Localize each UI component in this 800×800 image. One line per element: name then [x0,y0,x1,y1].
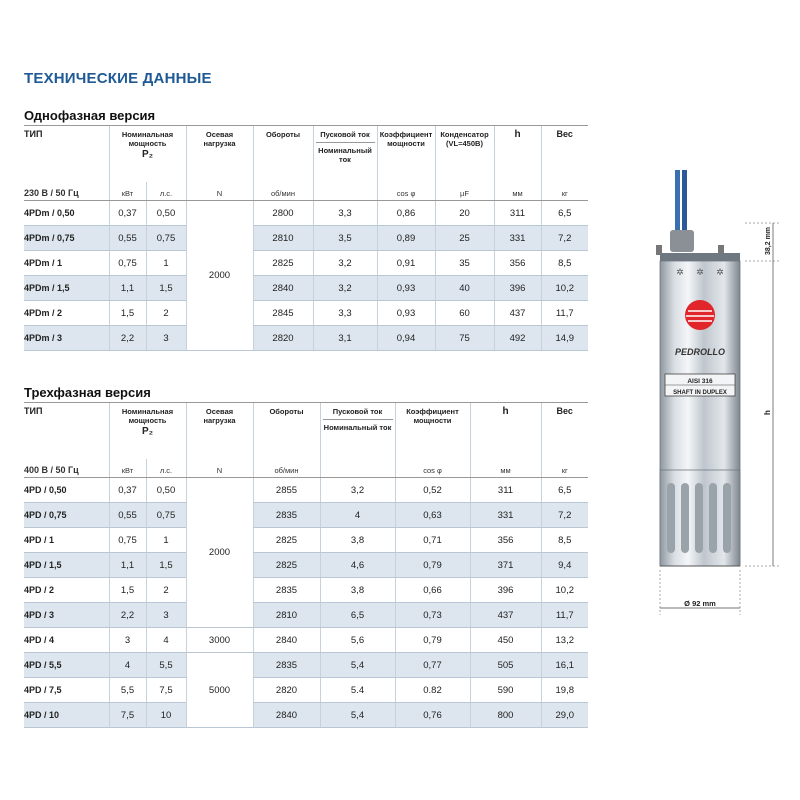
unit-rpm: об/мин [253,459,320,478]
table-row [24,703,588,728]
rpm-cell: 2840 [253,276,313,301]
table-row [24,578,588,603]
hp-cell: 1 [146,251,186,276]
weight-cell: 14,9 [541,326,588,351]
hp-cell: 2 [146,578,186,603]
brand-text: PEDROLLO [674,347,726,357]
rpm-cell: 2840 [253,628,320,653]
unit-cos: cos φ [395,459,470,478]
power-factor-cell: 0,76 [395,703,470,728]
model-cell: 4PDm / 0,50 [24,201,109,226]
unit-uf: µF [435,182,494,201]
kw-cell: 1,5 [109,301,146,326]
height-cell: 331 [470,503,541,528]
weight-cell: 11,7 [541,603,588,628]
rpm-cell: 2820 [253,678,320,703]
unit-rpm: об/мин [253,182,313,201]
axial-load-cell: 3000 [186,628,253,653]
dim-diameter-label: Ø 92 mm [684,599,716,608]
capacitor-cell: 60 [435,301,494,326]
height-cell: 450 [470,628,541,653]
unit-mm: мм [494,182,541,201]
weight-cell: 13,2 [541,628,588,653]
table-row [24,553,588,578]
col-type: ТИП [24,129,43,139]
col-type: ТИП [24,406,43,416]
power-factor-cell: 0,79 [395,553,470,578]
weight-cell: 11,7 [541,301,588,326]
screw-icon: ✲ [696,267,704,277]
capacitor-cell: 25 [435,226,494,251]
col-h: h [470,403,541,459]
model-cell: 4PDm / 2 [24,301,109,326]
pedrollo-logo-icon [685,300,715,330]
start-current-cell: 5,6 [320,628,395,653]
kw-cell: 3 [109,628,146,653]
unit-mm: мм [470,459,541,478]
table-row [24,678,588,703]
model-cell: 4PD / 0,75 [24,503,109,528]
hp-cell: 0,75 [146,226,186,251]
rpm-cell: 2845 [253,301,313,326]
start-current-cell: 3,3 [313,201,377,226]
power-factor-cell: 0,79 [395,628,470,653]
start-current-cell: 3,8 [320,528,395,553]
col-axial: Осевая нагрузка [186,403,253,459]
hp-cell: 1,5 [146,553,186,578]
table-row [24,226,588,251]
start-current-cell: 3,1 [313,326,377,351]
kw-cell: 2,2 [109,603,146,628]
kw-cell: 1,1 [109,553,146,578]
weight-cell: 29,0 [541,703,588,728]
kw-cell: 0,37 [109,478,146,503]
kw-cell: 1,1 [109,276,146,301]
unit-kw: кВт [109,459,146,478]
unit-n: N [186,459,253,478]
hp-cell: 5,5 [146,653,186,678]
model-cell: 4PD / 1 [24,528,109,553]
col-power: Номинальная мощность P₂ [109,126,186,182]
capacitor-cell: 35 [435,251,494,276]
table-row [24,326,588,351]
power-factor-cell: 0,52 [395,478,470,503]
hp-cell: 7,5 [146,678,186,703]
unit-kg: кг [541,182,588,201]
rpm-cell: 2810 [253,226,313,251]
start-current-cell: 4,6 [320,553,395,578]
model-cell: 4PD / 7,5 [24,678,109,703]
kw-cell: 0,75 [109,528,146,553]
col-h: h [494,126,541,182]
weight-cell: 10,2 [541,578,588,603]
weight-cell: 9,4 [541,553,588,578]
model-cell: 4PD / 4 [24,628,109,653]
unit-empty [313,182,377,201]
label-aisi: AISI 316 [687,378,713,385]
hp-cell: 2 [146,301,186,326]
height-cell: 331 [494,226,541,251]
model-cell: 4PD / 2 [24,578,109,603]
height-cell: 396 [470,578,541,603]
three-phase-section [24,385,588,728]
height-cell: 356 [494,251,541,276]
weight-cell: 10,2 [541,276,588,301]
dim-top-label: 38,2 mm [765,226,772,255]
weight-cell: 19,8 [541,678,588,703]
model-cell: 4PDm / 1,5 [24,276,109,301]
capacitor-cell: 75 [435,326,494,351]
height-cell: 311 [470,478,541,503]
power-factor-cell: 0,94 [377,326,435,351]
rpm-cell: 2810 [253,603,320,628]
cable-left [675,170,680,235]
voltage-label: 230 В / 50 Гц [24,182,109,201]
start-current-cell: 4 [320,503,395,528]
hp-cell: 3 [146,603,186,628]
power-factor-cell: 0,91 [377,251,435,276]
kw-cell: 0,75 [109,251,146,276]
height-cell: 492 [494,326,541,351]
hp-cell: 1,5 [146,276,186,301]
start-current-cell: 3,2 [313,251,377,276]
start-current-cell: 3,2 [320,478,395,503]
hp-cell: 3 [146,326,186,351]
table-row [24,251,588,276]
model-cell: 4PD / 0,50 [24,478,109,503]
rpm-cell: 2820 [253,326,313,351]
rpm-cell: 2835 [253,578,320,603]
pump-motor-drawing [620,165,790,635]
height-cell: 590 [470,678,541,703]
col-start-current: Пусковой ток Номинальный ток [313,126,377,182]
power-factor-cell: 0,89 [377,226,435,251]
unit-cos: cos φ [377,182,435,201]
model-cell: 4PD / 5,5 [24,653,109,678]
start-current-cell: 3,2 [313,276,377,301]
capacitor-cell: 40 [435,276,494,301]
start-current-cell: 5,4 [320,703,395,728]
three-phase-table [24,403,588,728]
unit-empty [320,459,395,478]
height-cell: 396 [494,276,541,301]
hp-cell: 4 [146,628,186,653]
weight-cell: 6,5 [541,201,588,226]
unit-kw: кВт [109,182,146,201]
start-current-cell: 6,5 [320,603,395,628]
hp-cell: 10 [146,703,186,728]
kw-cell: 2,2 [109,326,146,351]
col-start-current: Пусковой ток Номинальный ток [320,403,395,459]
kw-cell: 0,55 [109,503,146,528]
height-cell: 437 [494,301,541,326]
power-factor-cell: 0,66 [395,578,470,603]
start-current-cell: 3,3 [313,301,377,326]
axial-load-cell: 2000 [186,201,253,351]
axial-load-cell: 5000 [186,653,253,728]
table-row [24,276,588,301]
power-factor-cell: 0,63 [395,503,470,528]
height-cell: 505 [470,653,541,678]
weight-cell: 6,5 [541,478,588,503]
power-factor-cell: 0,93 [377,276,435,301]
label-shaft: SHAFT IN DUPLEX [673,390,727,396]
hp-cell: 0,50 [146,201,186,226]
col-power-factor: Коэффициент мощности [395,403,470,459]
table-row [24,528,588,553]
rpm-cell: 2800 [253,201,313,226]
unit-hp: л.с. [146,459,186,478]
col-power: Номинальная мощность P₂ [109,403,186,459]
col-rpm: Обороты [253,126,313,182]
model-cell: 4PD / 10 [24,703,109,728]
kw-cell: 0,55 [109,226,146,251]
rpm-cell: 2825 [253,528,320,553]
rpm-cell: 2825 [253,251,313,276]
hp-cell: 0,50 [146,478,186,503]
top-cap [660,253,740,261]
kw-cell: 7,5 [109,703,146,728]
single-phase-title: Однофазная версия [24,108,588,126]
model-cell: 4PDm / 3 [24,326,109,351]
unit-n: N [186,182,253,201]
power-factor-cell: 0,73 [395,603,470,628]
page-heading: ТЕХНИЧЕСКИЕ ДАННЫЕ [24,70,212,87]
unit-hp: л.с. [146,182,186,201]
model-cell: 4PD / 1,5 [24,553,109,578]
weight-cell: 8,5 [541,251,588,276]
table-row [24,503,588,528]
start-current-cell: 3,8 [320,578,395,603]
screw-icon: ✲ [676,267,684,277]
rpm-cell: 2855 [253,478,320,503]
weight-cell: 7,2 [541,226,588,251]
power-factor-cell: 0,77 [395,653,470,678]
dim-h-label: h [763,410,772,415]
table-row [24,653,588,678]
weight-cell: 7,2 [541,503,588,528]
height-cell: 437 [470,603,541,628]
col-power-factor: Коэффициент мощности [377,126,435,182]
model-cell: 4PD / 3 [24,603,109,628]
col-rpm: Обороты [253,403,320,459]
hp-cell: 0,75 [146,503,186,528]
power-factor-cell: 0,86 [377,201,435,226]
col-axial: Осевая нагрузка [186,126,253,182]
power-factor-cell: 0,71 [395,528,470,553]
kw-cell: 0,37 [109,201,146,226]
start-current-cell: 5.4 [320,678,395,703]
table-row [24,628,588,653]
kw-cell: 1,5 [109,578,146,603]
single-phase-section [24,108,588,351]
col-weight: Вес [541,403,588,459]
unit-kg: кг [541,459,588,478]
table-row [24,478,588,503]
height-cell: 371 [470,553,541,578]
height-cell: 800 [470,703,541,728]
cable-connector [670,230,694,252]
rpm-cell: 2835 [253,503,320,528]
rpm-cell: 2835 [253,653,320,678]
single-phase-table [24,126,588,351]
model-cell: 4PDm / 0,75 [24,226,109,251]
height-cell: 311 [494,201,541,226]
hp-cell: 1 [146,528,186,553]
voltage-label: 400 В / 50 Гц [24,459,109,478]
rpm-cell: 2825 [253,553,320,578]
kw-cell: 5,5 [109,678,146,703]
col-weight: Вес [541,126,588,182]
kw-cell: 4 [109,653,146,678]
col-capacitor: Конденсатор (VL=450В) [435,126,494,182]
cable-right [682,170,687,235]
start-current-cell: 5,4 [320,653,395,678]
capacitor-cell: 20 [435,201,494,226]
weight-cell: 8,5 [541,528,588,553]
table-row [24,301,588,326]
axial-load-cell: 2000 [186,478,253,628]
height-cell: 356 [470,528,541,553]
weight-cell: 16,1 [541,653,588,678]
power-factor-cell: 0,93 [377,301,435,326]
rpm-cell: 2840 [253,703,320,728]
table-row [24,201,588,226]
table-row [24,603,588,628]
screw-icon: ✲ [716,267,724,277]
power-factor-cell: 0.82 [395,678,470,703]
start-current-cell: 3,5 [313,226,377,251]
three-phase-title: Трехфазная версия [24,385,588,403]
model-cell: 4PDm / 1 [24,251,109,276]
